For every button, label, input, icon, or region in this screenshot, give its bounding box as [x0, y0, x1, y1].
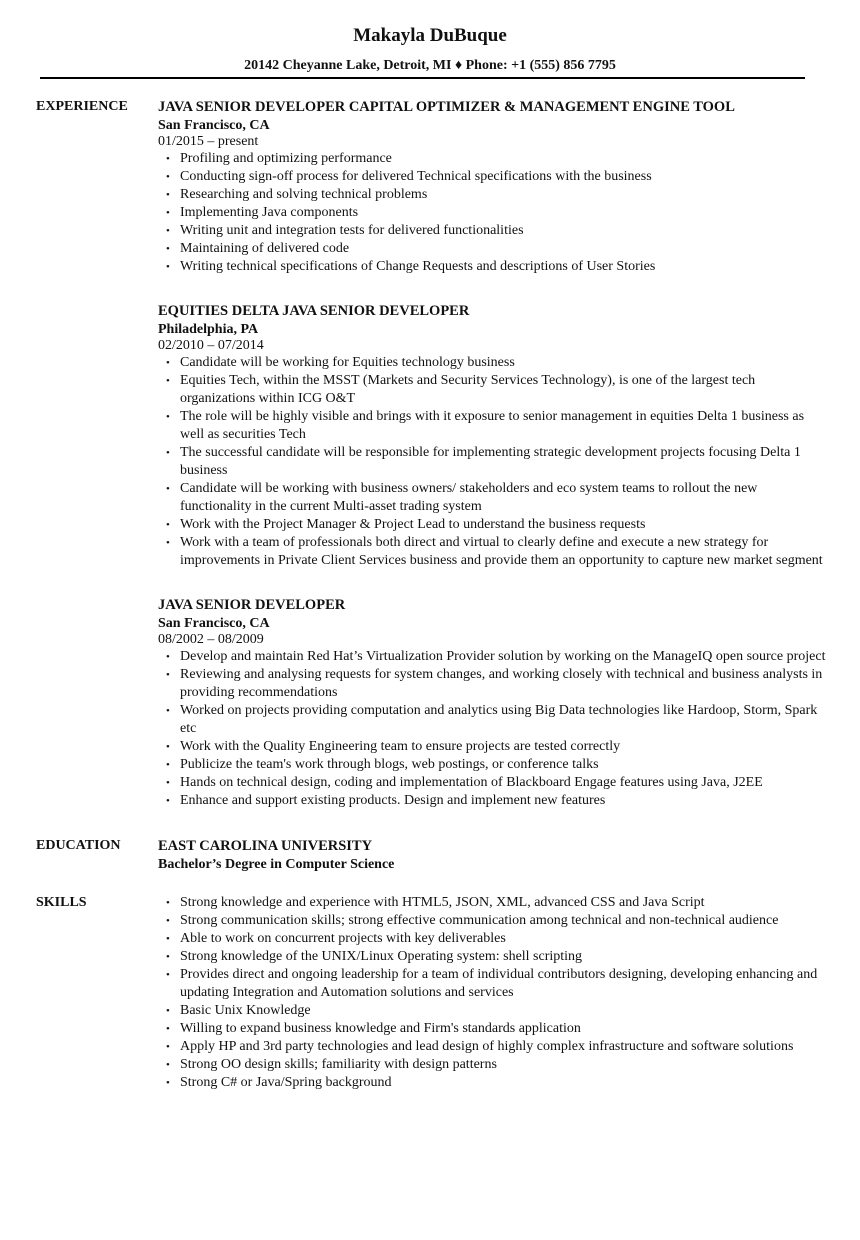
- skill-item: • Strong communication skills; strong effective communication among technical and non-technical audience: [180, 912, 826, 930]
- job-bullets: [158, 354, 826, 570]
- bullet-item: • Work with the Project Manager & Project Lead to understand the business requests: [180, 516, 826, 534]
- bullet-item: • Writing technical specifications of Change Requests and descriptions of User Stories: [180, 258, 826, 276]
- skill-item: • Provides direct and ongoing leadership for a team of individual contributors designing, developing enhancing and updating Integration and Automation solutions and services: [180, 966, 826, 1002]
- bullet-item: • Conducting sign-off process for delivered Technical specifications with the business: [180, 168, 826, 186]
- section-heading-experience: EXPERIENCE: [36, 99, 128, 114]
- bullet-item: • Candidate will be working with business owners/ stakeholders and eco system teams to rollout the new functionality in the current Multi-asset trading system: [180, 480, 826, 516]
- job-dates: 02/2010 – 07/2014: [158, 338, 264, 353]
- skills-list: [158, 893, 826, 1092]
- bullet-item: • Profiling and optimizing performance: [180, 150, 826, 168]
- bullet-item: • Hands on technical design, coding and implementation of Blackboard Engage features using Java, J2EE: [180, 774, 826, 792]
- skill-item: • Able to work on concurrent projects with key deliverables: [180, 930, 826, 948]
- experience-section: [36, 97, 826, 810]
- bullet-item: • The role will be highly visible and brings with it exposure to senior management in equities Delta 1 business as well as securities Tech: [180, 408, 826, 444]
- job-bullets: [158, 150, 826, 276]
- bullet-item: • Candidate will be working for Equities technology business: [180, 354, 826, 372]
- job-entry: [158, 301, 826, 570]
- skills-section: [36, 893, 826, 1092]
- bullet-item: • Enhance and support existing products. Design and implement new features: [180, 792, 826, 810]
- bullet-item: • Work with a team of professionals both direct and virtual to clearly define and execute a new strategy for improvements in Private Client Services business and provide them an opportunity to capture new market segment: [180, 534, 826, 570]
- job-dates: 01/2015 – present: [158, 134, 259, 149]
- bullet-item: • Reviewing and analysing requests for system changes, and working closely with technical and business analysts in providing recommendations: [180, 666, 826, 702]
- job-location: Philadelphia, PA: [158, 322, 259, 337]
- job-bullets: [158, 648, 826, 810]
- bullet-item: • The successful candidate will be responsible for implementing strategic development projects focusing Delta 1 business: [180, 444, 826, 480]
- section-heading-skills: SKILLS: [36, 895, 87, 910]
- job-title: EQUITIES DELTA JAVA SENIOR DEVELOPER: [158, 303, 470, 319]
- skill-item: • Strong knowledge of the UNIX/Linux Operating system: shell scripting: [180, 948, 826, 966]
- bullet-item: • Researching and solving technical problems: [180, 186, 826, 204]
- job-entry: [158, 595, 826, 810]
- bullet-item: • Develop and maintain Red Hat’s Virtualization Provider solution by working on the ManageIQ open source project: [180, 648, 826, 666]
- job-title: JAVA SENIOR DEVELOPER: [158, 597, 346, 613]
- school-name: EAST CAROLINA UNIVERSITY: [158, 838, 373, 854]
- skill-item: • Willing to expand business knowledge and Firm's standards application: [180, 1020, 826, 1038]
- bullet-item: • Equities Tech, within the MSST (Markets and Security Services Technology), is one of the largest tech organizations within ICG O&T: [180, 372, 826, 408]
- skill-item: • Basic Unix Knowledge: [180, 1002, 826, 1020]
- job-location: San Francisco, CA: [158, 616, 270, 631]
- bullet-item: • Worked on projects providing computation and analytics using Big Data technologies like Hardoop, Storm, Spark etc: [180, 702, 826, 738]
- bullet-item: • Implementing Java components: [180, 204, 826, 222]
- degree: Bachelor’s Degree in Computer Science: [158, 857, 395, 872]
- job-title: JAVA SENIOR DEVELOPER CAPITAL OPTIMIZER & MANAGEMENT ENGINE TOOL: [158, 99, 735, 115]
- bullet-item: • Work with the Quality Engineering team to ensure projects are tested correctly: [180, 738, 826, 756]
- job-dates: 08/2002 – 08/2009: [158, 632, 264, 647]
- section-heading-education: EDUCATION: [36, 838, 121, 853]
- bullet-item: • Publicize the team's work through blogs, web postings, or conference talks: [180, 756, 826, 774]
- header-divider: [40, 77, 805, 79]
- skill-item: • Strong C# or Java/Spring background: [180, 1074, 826, 1092]
- job-list: [158, 97, 826, 810]
- skill-item: • Apply HP and 3rd party technologies and lead design of highly complex infrastructure and software solutions: [180, 1038, 826, 1056]
- resume-body: [36, 97, 826, 1112]
- skill-item: • Strong OO design skills; familiarity with design patterns: [180, 1056, 826, 1074]
- job-entry: [158, 97, 826, 276]
- bullet-item: • Writing unit and integration tests for delivered functionalities: [180, 222, 826, 240]
- bullet-item: • Maintaining of delivered code: [180, 240, 826, 258]
- education-section: [36, 836, 826, 873]
- contact-info: 20142 Cheyanne Lake, Detroit, MI ♦ Phone: +1 (555) 856 7795: [244, 58, 616, 73]
- job-location: San Francisco, CA: [158, 118, 270, 133]
- skill-item: • Strong knowledge and experience with HTML5, JSON, XML, advanced CSS and Java Script: [180, 894, 826, 912]
- candidate-name: Makayla DuBuque: [353, 25, 507, 46]
